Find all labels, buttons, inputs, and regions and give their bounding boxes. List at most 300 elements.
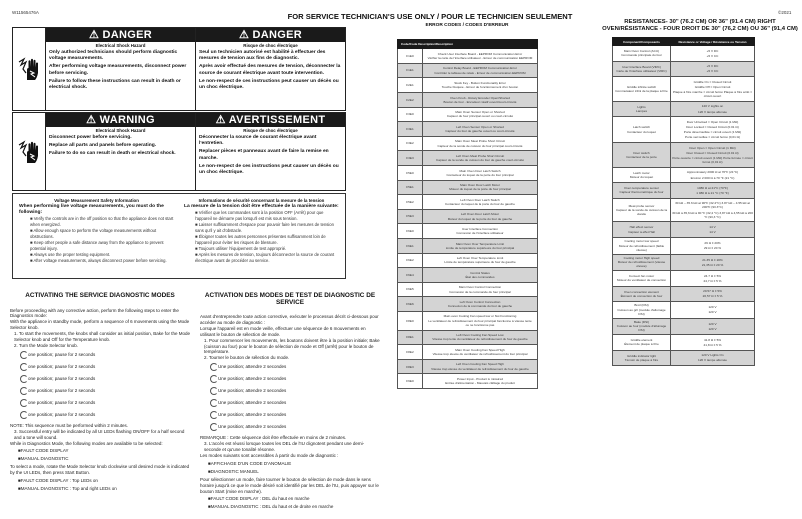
knob-rotate-icon xyxy=(20,363,28,371)
component xyxy=(613,350,671,365)
error-description xyxy=(423,238,538,253)
modes-intro: Les modes suivants sont accessibles à partir du mode de diagnostic : xyxy=(200,452,339,458)
table-row xyxy=(613,61,755,76)
table-row xyxy=(398,136,538,151)
table-row xyxy=(398,268,538,283)
danger-subtitle: Electrical Shock Hazard xyxy=(95,43,146,48)
knob-rotate-icon xyxy=(20,399,28,407)
warning-text: Replace all parts and panels before operating. xyxy=(49,142,157,148)
voltage-item-text: Verify the controls are in the off position so that the appliance does not start when energized. xyxy=(30,216,174,227)
value xyxy=(671,301,755,318)
component-name: Lights xyxy=(637,104,646,109)
knob-step-text: Une position; attendre 2 secondes xyxy=(218,364,287,370)
note: REMARQUE : Cette séquence doit être effectuée en moins de 2 minutes. xyxy=(200,435,347,441)
table-row xyxy=(398,238,538,253)
danger-columns xyxy=(46,28,345,110)
component xyxy=(613,237,671,254)
value xyxy=(671,222,755,237)
table-row xyxy=(398,282,538,297)
voltage-item-text: Éloigner toutes les autres personnes présentes suffisamment loin de l'appareil pour éviter les risques de blessure. xyxy=(195,234,326,245)
voltage-safety-box xyxy=(12,193,346,279)
table-row xyxy=(398,78,538,93)
value xyxy=(671,271,755,286)
bullet-icon: ■ xyxy=(18,456,21,462)
intro2: With the appliance in standby mode, perform a sequence of 6 movements using the Mode Selector knob. xyxy=(10,319,190,331)
value-text: 29 Ω ± 20 % xyxy=(703,246,722,251)
error-description xyxy=(423,63,538,78)
description-en: Main Oven Meat Probe Short Circuit xyxy=(455,139,505,144)
value xyxy=(671,101,755,116)
description-fr: Capteur du four principal ouvert ou court-circuité xyxy=(446,114,514,119)
component-name: Cuisson au gril (module d'allumage DSI) xyxy=(617,307,666,316)
value-text: 120 V lampe allumée xyxy=(697,109,728,114)
component-name: Contacteur de la porte xyxy=(626,154,657,159)
voltage-item-text: After voltage measurements, always disconnect power before servicing. xyxy=(33,258,167,263)
component-name: Meat probe sensor xyxy=(628,203,655,208)
description-fr: Moteur du loquet de la porte du four principal xyxy=(449,187,511,192)
value-text: +5 V DC xyxy=(706,48,719,53)
select-instructions: To select a mode, rotate the Mode Selector knob clockwise until desired mode is indicated by the UI LEDs, then press Start Button. xyxy=(10,464,190,476)
value-text: Griddle Off = Open Circuit xyxy=(694,84,731,89)
voltage-intro: La mesure de la tension doit être effectuée de la manière suivante: xyxy=(184,204,339,209)
table-row xyxy=(613,237,755,254)
warning-title-bar xyxy=(196,113,345,127)
danger-title-bar xyxy=(196,28,345,42)
table-row xyxy=(613,46,755,61)
voltage-item xyxy=(184,222,339,234)
step-2: 2. Tourner le bouton de sélection du mode. xyxy=(204,355,290,361)
knob-step xyxy=(200,397,380,409)
description-en: Control Relay Board - EEPROM Communication Error xyxy=(442,66,518,71)
description-fr: Connexion de la commande du four de gauche xyxy=(447,304,513,309)
warning-title: AVERTISSEMENT xyxy=(228,114,326,126)
value-text: +5 V CC xyxy=(706,69,719,74)
component-name: Latch motor xyxy=(633,170,650,175)
error-description xyxy=(423,165,538,180)
error-description xyxy=(423,282,538,297)
error-code: F3E2 xyxy=(398,136,423,151)
knob-step xyxy=(10,361,190,373)
description-fr: Entrée d'alimentation - Mauvais câblage du produit xyxy=(445,381,515,386)
value xyxy=(671,117,755,143)
component-name: Capteur thermométrique du four xyxy=(619,190,664,195)
voltage-safety-fr xyxy=(184,198,339,274)
component xyxy=(613,271,671,286)
table-row xyxy=(613,301,755,318)
knob-step xyxy=(10,409,190,421)
knob-step xyxy=(10,385,190,397)
error-description xyxy=(423,311,538,330)
warning-text: Replacer pièces et panneaux avant de faire la remise en marche. xyxy=(199,149,329,161)
description-en: User Interface Connection xyxy=(462,226,498,231)
error-description xyxy=(423,180,538,195)
led-item xyxy=(10,486,190,492)
error-description xyxy=(423,224,538,239)
led-text: MANUAL DIAGNOSTIC : DEL du haut et de droite en marche xyxy=(210,504,334,510)
value-text: 120 V xyxy=(708,321,717,326)
error-code: F8E1 xyxy=(398,330,423,345)
knob-step xyxy=(10,373,190,385)
error-code: F8E2 xyxy=(398,345,423,360)
error-code: F3E1 xyxy=(398,122,423,137)
danger-title-bar xyxy=(46,28,195,42)
error-code: F2E2 xyxy=(398,92,423,107)
description-fr: Moteur du loquet de la porte du four de gauche xyxy=(447,216,513,221)
component-name: Bake (DSI) xyxy=(633,320,650,325)
table-row xyxy=(398,253,538,268)
error-description xyxy=(423,209,538,224)
description-en: Main Oven Control Connection xyxy=(458,285,502,290)
bullet-icon: ■ xyxy=(208,468,211,474)
value xyxy=(671,254,755,271)
value xyxy=(671,183,755,198)
component-name: Élément de plaque à frire xyxy=(624,342,659,347)
danger-box xyxy=(12,27,346,111)
activating-title: ACTIVATION DES MODES DE TEST DE DIAGNOSTIC DE SERVICE xyxy=(204,292,376,306)
value-text: 1080 Ω at 21°C (70°F) xyxy=(697,185,728,190)
description-en: Main Oven Sensor Open or Shorted xyxy=(455,110,505,115)
danger-text: Le non-respect de ces instructions peut causer un décès ou un choc électrique. xyxy=(199,78,339,91)
value xyxy=(671,237,755,254)
intro2: Lorsque l'appareil est en mode veille, effectuer une séquence de 6 mouvements en utilisant le bouton de sélection de mode. xyxy=(200,325,366,337)
description-en: Main Oven Cooling Fan Speed High xyxy=(455,347,505,352)
error-description xyxy=(423,297,538,312)
component xyxy=(613,335,671,350)
value xyxy=(671,318,755,335)
value-text: Door Closed = Closed Circuit (0.01 Ω) xyxy=(686,150,739,155)
table-row xyxy=(613,350,755,365)
voltage-safety-en xyxy=(19,198,174,274)
table-row xyxy=(398,224,538,239)
table-row xyxy=(398,195,538,210)
header-component: Component/Composants xyxy=(613,38,671,46)
activating-title: ACTIVATING THE SERVICE DIAGNOSTIC MODES xyxy=(25,292,175,299)
component-name: Moteur du loquet xyxy=(629,175,654,180)
description-en: Main oven Cooling Fan speed low or Not Functioning xyxy=(443,314,517,319)
bullet-icon: ■ xyxy=(18,478,21,484)
error-description xyxy=(423,359,538,374)
error-code: F3E0 xyxy=(398,107,423,122)
table-row xyxy=(613,117,755,143)
led-item xyxy=(200,504,380,510)
value xyxy=(671,350,755,365)
error-description xyxy=(423,107,538,122)
value-text: +5 V CC xyxy=(706,53,719,58)
error-description xyxy=(423,345,538,360)
knob-rotate-icon xyxy=(20,387,28,395)
knob-step-text: one position; pause for 2 seconds xyxy=(28,351,96,357)
error-code: F3E3 xyxy=(398,151,423,166)
danger-title: DANGER xyxy=(252,29,302,41)
error-code: F1E1 xyxy=(398,63,423,78)
mode-text: MANUAL DIAGNOSTIC xyxy=(20,456,69,462)
header-value: Resistance or Voltage / Résistance ou Tension xyxy=(671,38,755,46)
warning-en xyxy=(46,113,195,190)
error-description xyxy=(423,374,538,389)
bullet-icon: ■ xyxy=(195,246,199,251)
voltage-item-text: Always use the proper testing equipment. xyxy=(33,252,111,257)
value-text: Griddle On = Closed Circuit xyxy=(693,79,732,84)
mode-item xyxy=(200,469,380,475)
bullet-icon: ■ xyxy=(208,496,211,502)
description-fr: Limite de température supérieure du four principal xyxy=(445,245,515,250)
table-row xyxy=(613,143,755,168)
knob-step-text: one position; pause for 2 seconds xyxy=(28,375,96,381)
component-name: Moteur de refroidissement (faible vitesse) xyxy=(618,243,665,252)
description-en: Control Status xyxy=(470,270,490,275)
copyright: ©2021 xyxy=(778,10,792,15)
warning-warning-triangle-icon: ⚠ xyxy=(215,114,229,126)
voltage-item-text: Toujours utiliser l'équipement de test approprié. xyxy=(198,246,287,251)
error-description xyxy=(423,122,538,137)
knob-rotate-icon xyxy=(210,423,218,431)
error-description xyxy=(423,136,538,151)
component-name: Capteur de la sonde de cuisson de la viande xyxy=(615,207,668,217)
value-text: 21.35 Ω ± 20% xyxy=(702,257,723,262)
table-row xyxy=(398,63,538,78)
knob-rotate-icon xyxy=(210,399,218,407)
table-row xyxy=(398,151,538,166)
component-name: Door switch xyxy=(633,150,650,155)
component-name: Cuisson au four (module d'allumage DSI) xyxy=(616,324,667,333)
component-name: Moteur de refroidissement (vitesse élevée) xyxy=(617,260,666,269)
danger-text: Seul un technicien autorisé est habilité à effectuer des mesures de tension aux fins de diagnostic. xyxy=(199,50,326,62)
value-text: Door Open = Open Circuit (1 MΩ) xyxy=(689,145,736,150)
warning-fr xyxy=(195,113,345,190)
description-fr: État des commandes xyxy=(465,274,495,279)
table-row xyxy=(398,165,538,180)
voltage-item-text: Laisser suffisamment d'espace pour pouvoir faire les mesures de tension sans qu'il y ait d'obstacle. xyxy=(195,222,334,233)
description-en: Left Oven Control Connection xyxy=(459,299,501,304)
value-text: 120 V xyxy=(708,326,717,331)
description-en: Oven Knob - Rotary Encoder Open/Shorted xyxy=(450,95,510,100)
intro: Avant d'entreprendre toute action corrective, exécuter le processus décrit ci-dessous pour accéder au mode de diagnostic : xyxy=(200,314,379,325)
knob-step xyxy=(200,385,380,397)
error-code: F9E0 xyxy=(398,374,423,389)
error-code: F6E2 xyxy=(398,253,423,268)
error-description xyxy=(423,151,538,166)
component-name: Contacteur du loquet xyxy=(627,129,656,134)
value-text: Porte verrouillée = circuit fermé (0,01 Ω) xyxy=(685,135,741,140)
value-text: 120 V Lights On xyxy=(701,353,724,358)
resistances-table xyxy=(612,37,755,366)
voltage-item xyxy=(184,234,339,246)
component xyxy=(613,143,671,168)
mode-item xyxy=(200,461,380,467)
value-text: 41.8 Ω ± 5% xyxy=(703,337,722,342)
bullet-icon: ■ xyxy=(195,210,199,215)
component xyxy=(613,286,671,301)
component xyxy=(613,183,671,198)
warning-columns xyxy=(46,113,345,190)
note: NOTE: This sequence must be performed within 2 minutes. xyxy=(10,422,128,428)
knob-step-text: Une position; attendre 2 secondes xyxy=(218,388,287,394)
component-name: Élément de convection du four xyxy=(620,293,663,298)
value-text: 1 080 Ω à 21 °C (70 °F) xyxy=(696,190,729,195)
component xyxy=(613,77,671,102)
description-fr: Le ventilateur de refroidissement du four principal fonctionne à vitesse lente ou ne fonctionne pas xyxy=(428,318,532,327)
description-en: Left Oven Cooling Fan Speed High xyxy=(456,362,504,367)
voltage-item-text: Keep other people a safe distance away from the appliance to prevent potential injury. xyxy=(30,240,164,251)
table-row xyxy=(398,180,538,195)
knob-step xyxy=(10,349,190,361)
danger-title: DANGER xyxy=(102,29,152,41)
table-row xyxy=(398,107,538,122)
error-codes-header: Code/Code Description/Description xyxy=(398,40,538,49)
component-name: Hall effect sensor xyxy=(629,225,654,230)
table-row xyxy=(613,167,755,182)
value-text: 20,57 Ω ± 5 % xyxy=(702,294,723,299)
led-text: FAULT CODE DISPLAY : Top LEDs on xyxy=(20,478,98,484)
step-3: 3. L'accès est réussi lorsque toutes les DEL de l'IU clignotent pendant une demi-seconde et qu'une tonalité résonne. xyxy=(204,441,365,453)
voltage-item xyxy=(19,216,174,228)
value-text: Porte déverrouillée = circuit ouvert (1 MΩ) xyxy=(683,130,742,135)
component xyxy=(613,101,671,116)
description-fr: Connexion de la commande du four principal xyxy=(449,289,511,294)
error-description xyxy=(423,49,538,64)
knob-step-text: Une position; attendre 2 secondes xyxy=(218,412,287,418)
component-name: User Interface Board (VIRC) xyxy=(622,64,661,69)
value-text: 20.57 Ω ± 5% xyxy=(703,289,722,294)
table-row xyxy=(613,222,755,237)
danger-text: Failure to follow these instructions can result in death or electrical shock. xyxy=(49,78,181,91)
value-text: 120 V Lights on xyxy=(701,104,724,109)
description-en: Left Oven Over Temperature Limit xyxy=(456,256,504,261)
voltage-title: Voltage Measurement Safety Information xyxy=(54,198,139,203)
value xyxy=(671,77,755,102)
component xyxy=(613,46,671,61)
danger-warning-triangle-icon: ⚠ xyxy=(89,29,103,41)
table-row xyxy=(398,122,538,137)
value-text: Door Locked = Closed Circuit (0.01 Ω) xyxy=(686,124,739,129)
select-instructions: Pour sélectionner un mode, faire tourner le bouton de sélection de mode dans le sens horaire jusqu'à ce que le mode désiré soit identifié par les DEL de l'IU, puis appuyer sur le bouton Start (mise en marche). xyxy=(200,476,379,494)
component xyxy=(613,117,671,143)
knob-rotate-icon xyxy=(210,363,218,371)
value xyxy=(671,61,755,76)
warning-box xyxy=(12,112,346,191)
table-row xyxy=(613,318,755,335)
description-en: Power Input - Product is miswired xyxy=(456,377,504,382)
table-row xyxy=(398,359,538,374)
bullet-icon: ■ xyxy=(30,258,34,263)
error-code: F5E1 xyxy=(398,180,423,195)
knob-step xyxy=(10,397,190,409)
danger-subtitle: Risque de choc électrique xyxy=(243,43,298,48)
modes-intro: While in Diagnostics Mode, the following modes are available to be selected: xyxy=(10,440,163,446)
component-name: Lampes xyxy=(636,109,648,114)
led-text: MANUAL DIAGNOSTIC : Top and right LEDs on xyxy=(20,486,117,491)
value-text: 24,7 Ω ± 5 % xyxy=(703,278,722,283)
bullet-icon: ■ xyxy=(18,486,21,491)
component-name: Commutateur infini de la plaque à frire xyxy=(615,88,668,93)
error-codes-table xyxy=(397,39,538,389)
value xyxy=(671,198,755,222)
table-row xyxy=(613,198,755,222)
description-fr: Vitesse trop élevée du ventilateur de refroidissement du four de gauche xyxy=(431,366,529,371)
voltage-item-text: Après les mesures de tension, toujours déconnecter la source de courant électrique avant de procéder au service. xyxy=(195,252,335,263)
value-text: 120 V lampe allumée xyxy=(697,358,728,363)
bullet-icon: ■ xyxy=(30,252,34,257)
description-en: Stuck Key - Button Functionality Error xyxy=(454,80,506,85)
table-row xyxy=(398,374,538,389)
led-item xyxy=(10,478,190,484)
table-row xyxy=(613,286,755,301)
danger-shock-icon xyxy=(13,28,46,110)
knob-step-text: Une position; attendre 2 secondes xyxy=(218,376,287,382)
component-name: Latch switch xyxy=(632,125,651,130)
component-name: Main Oven Control (ACU) xyxy=(623,49,660,54)
value-text: 30 kΩ à 35,6 kΩ à 90 °F (32,2 °C) 3,87 kΩ à 4,55 kΩ à 200 °F (93,3 °C) xyxy=(672,210,753,219)
error-description xyxy=(423,268,538,283)
led-text: FAULT CODE DISPLAY : DEL du haut en marche xyxy=(210,496,310,502)
description-en: Left Oven Sensor Open or Shorted xyxy=(456,124,504,129)
error-code: F8E0 xyxy=(398,311,423,330)
description-fr: Vérifier la carte de l'interface utilisateur - Erreur de communication EEPROM xyxy=(427,56,533,60)
bullet-icon: ■ xyxy=(18,448,21,454)
description-fr: Contacteur du loquet de la porte du four principal xyxy=(446,172,514,177)
description-en: Main Oven Door Latch Motor xyxy=(460,183,500,188)
voltage-item xyxy=(184,210,339,222)
mode-item xyxy=(10,456,190,462)
knob-step-text: one position; pause for 2 seconds xyxy=(28,387,96,393)
bullet-icon: ■ xyxy=(208,460,211,466)
intro: Before proceeding with any corrective action, perform the following steps to enter the Diagnostics mode: xyxy=(10,307,179,319)
error-codes-title: ERROR CODES / CODES D'ERREUR xyxy=(425,23,509,28)
voltage-title: Informations de sécurité concernant la mesure de la tension xyxy=(198,198,325,203)
error-code: F1E0 xyxy=(398,49,423,64)
bullet-icon: ■ xyxy=(195,252,199,257)
description-fr: Connexion de l'interface utilisateur xyxy=(456,231,504,236)
activating-section-en xyxy=(10,293,190,494)
value-text: Plaque à frire marche = circuit fermé Plaque à frire arrêt = circuit ouvert xyxy=(672,89,753,99)
led-item xyxy=(200,496,380,502)
component-name: Commande principale du four xyxy=(621,53,662,58)
table-row xyxy=(613,101,755,116)
component-name: Griddle infinite switch xyxy=(626,84,657,89)
error-code: F5E0 xyxy=(398,165,423,180)
description-en: Left Oven Door Latch Motor xyxy=(460,212,500,217)
knob-rotate-icon xyxy=(20,411,28,419)
table-row xyxy=(398,209,538,224)
value-text: 14 V xyxy=(709,224,716,229)
component-name: Broil (DSI) xyxy=(634,303,649,308)
bullet-icon: ■ xyxy=(30,216,34,221)
description-fr: Bouton de four - Encodeur rotatif ouvert/court-circuité xyxy=(443,99,517,104)
component-name: Oven temperature sensor xyxy=(623,186,660,191)
warning-shock-icon xyxy=(13,113,46,190)
knob-rotate-icon xyxy=(210,375,218,383)
table-row xyxy=(613,254,755,271)
description-en: Main Oven Door Latch Switch xyxy=(459,168,501,173)
value-text: Door Unlocked = Open Circuit (1 MΩ) xyxy=(686,119,739,124)
knob-step-text: one position; pause for 2 seconds xyxy=(28,363,96,369)
warning-warning-triangle-icon: ⚠ xyxy=(86,114,100,126)
knob-step-text: Une position; attendre 2 secondes xyxy=(218,424,287,430)
value-text: 41,8 Ω ± 5 % xyxy=(703,342,722,347)
value-text: 14 V xyxy=(709,230,716,235)
danger-text: After performing voltage measurements, disconnect power before servicing. xyxy=(49,64,187,76)
value-text: 30 kΩ – 35.6 kΩ at 90°F (32.2°C) 3.87 kΩ – 4.55 kΩ at 200°F (93.3°C) xyxy=(675,201,750,210)
description-fr: Capteur de la sonde de cuisson du four de gauche court-circuité xyxy=(436,158,524,163)
component-name: Oven convection element xyxy=(624,289,659,294)
warning-text: Déconnecter la source de courant électrique avant l'entretien. xyxy=(199,135,317,147)
warning-title: WARNING xyxy=(99,114,155,126)
description-en: Left Oven Cooling Fan Speed Low xyxy=(456,333,504,338)
component xyxy=(613,301,671,318)
value-text: Porte ouverte = circuit ouvert (1 MΩ) Porte fermée = circuit fermé (0,01 Ω) xyxy=(672,155,753,165)
value-text: 120 V xyxy=(708,305,717,310)
description-en: Left Oven Door Latch Switch xyxy=(460,197,500,202)
